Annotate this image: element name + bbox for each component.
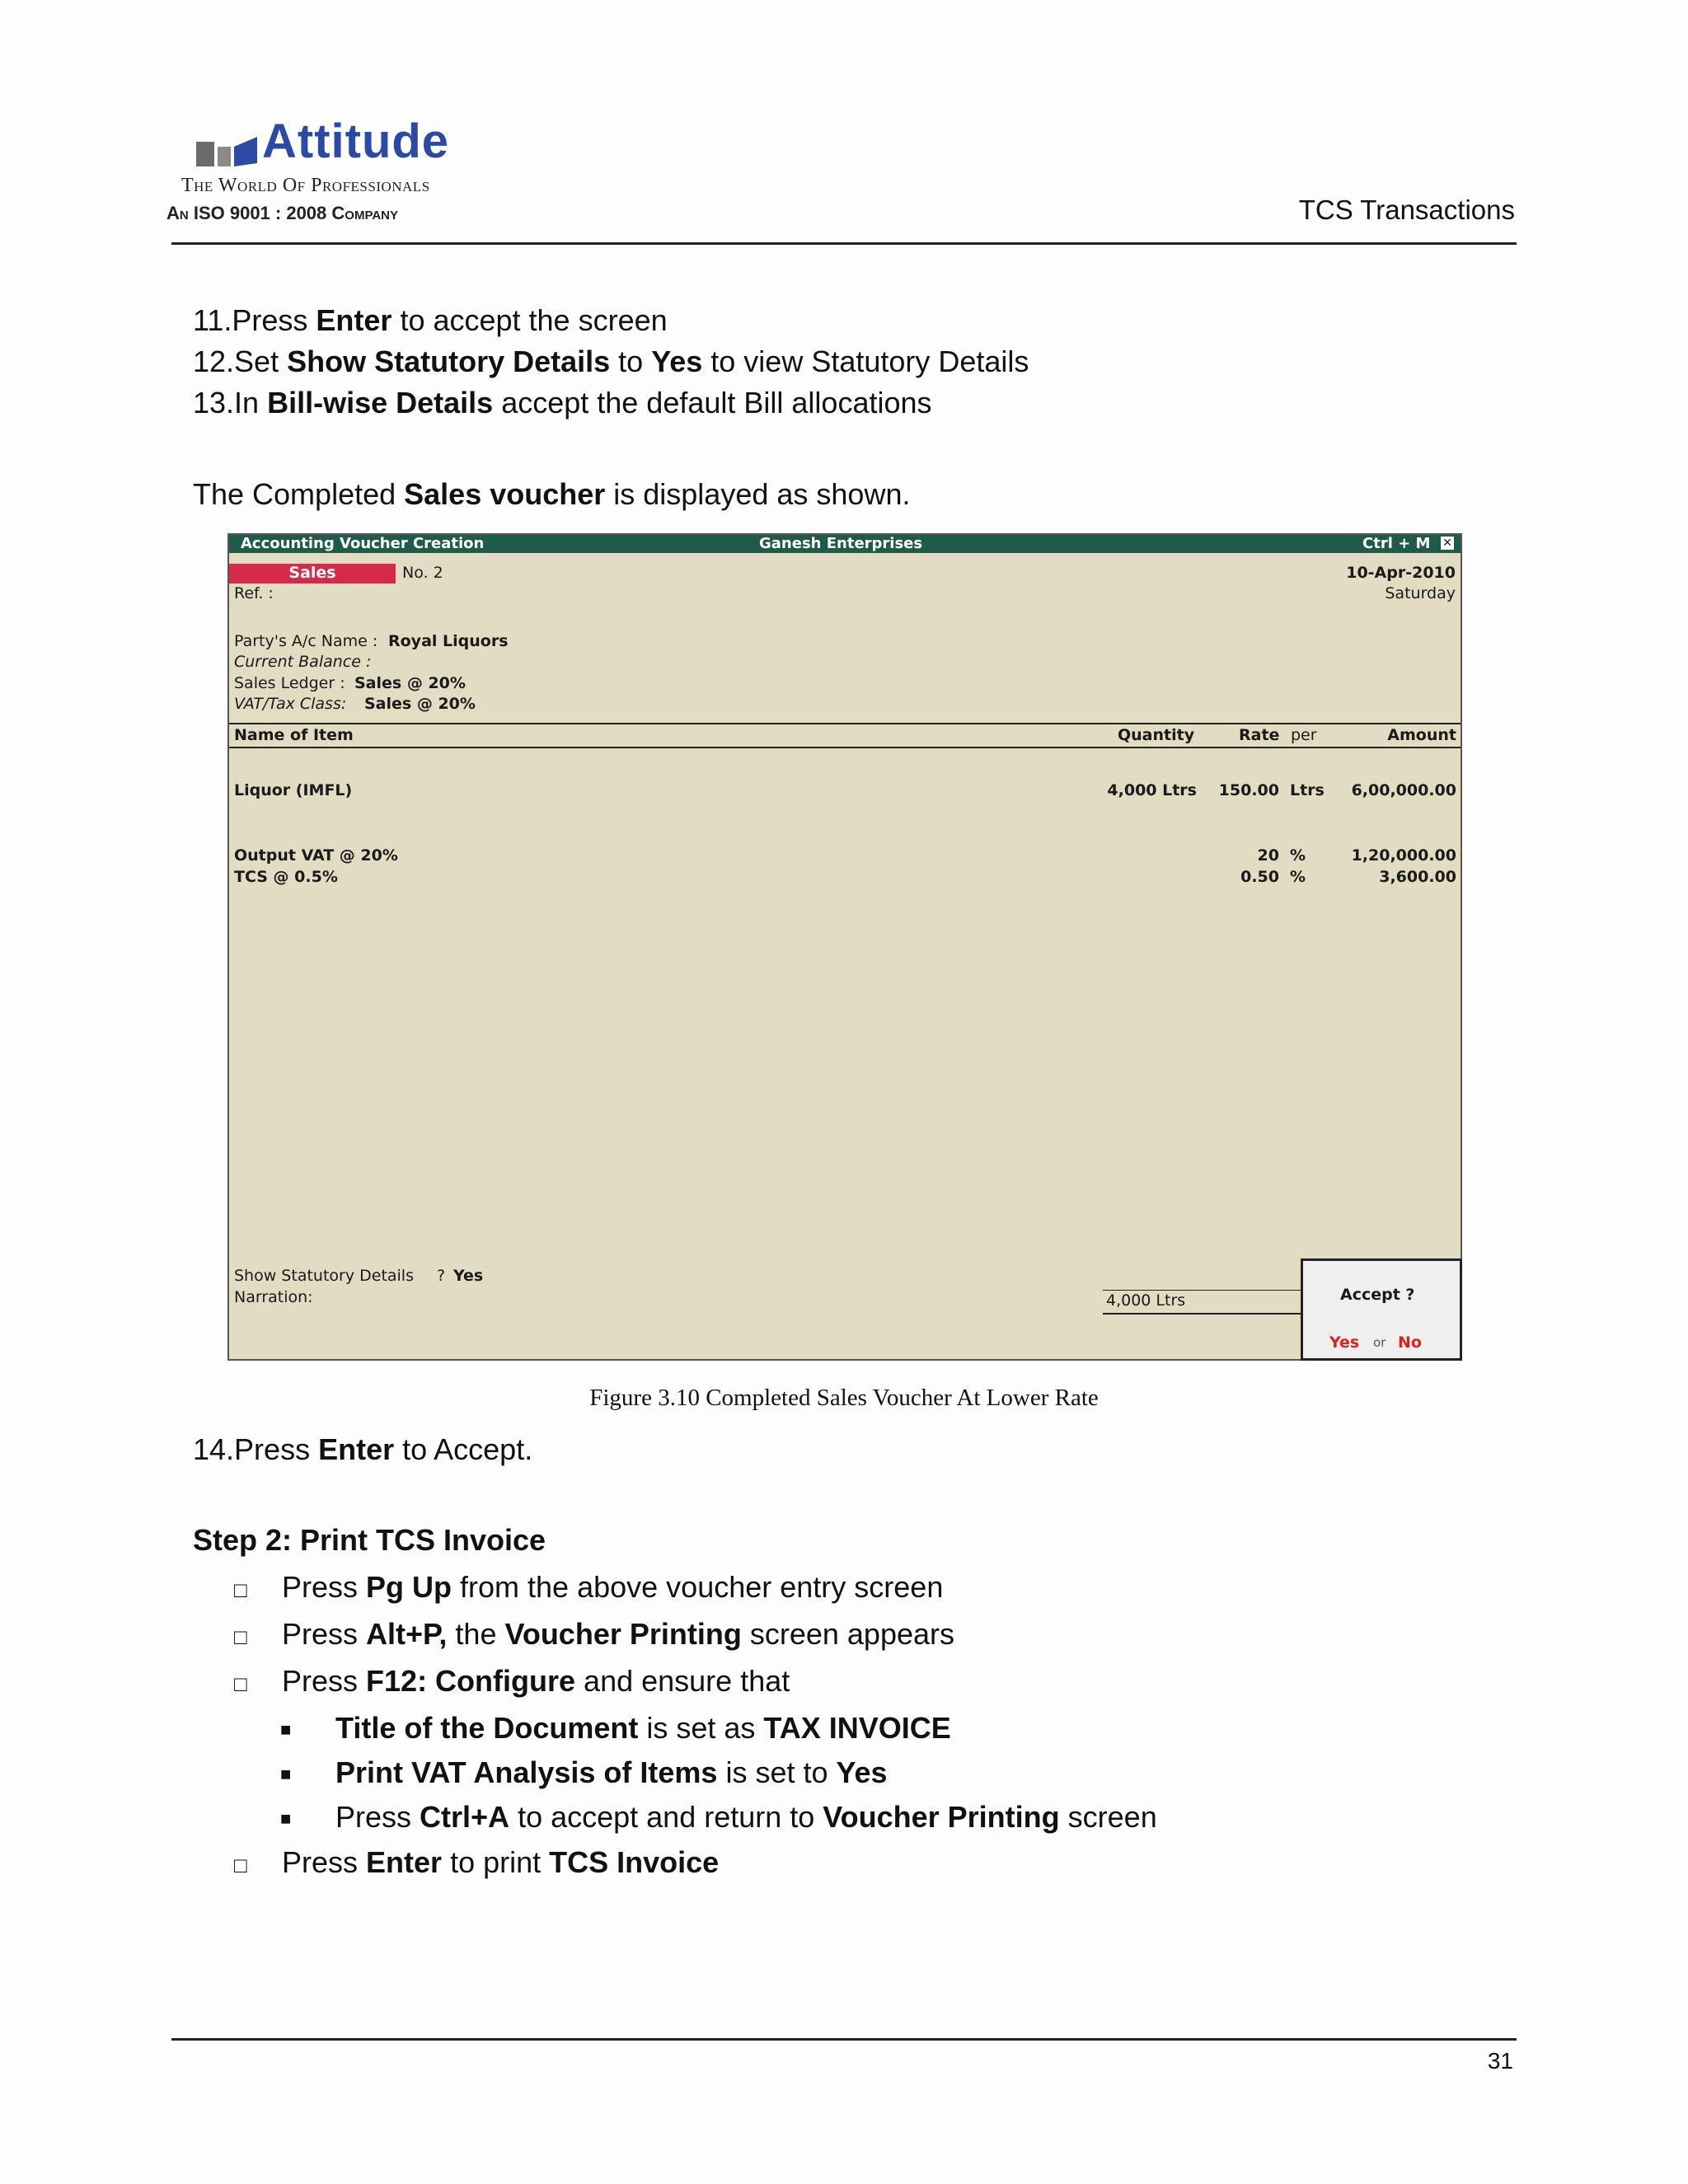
voucher-title-bar: [229, 535, 1461, 553]
open-square-bullet-icon: □: [234, 1671, 247, 1696]
accept-no-button[interactable]: No: [1398, 1333, 1422, 1352]
item-per: %: [1290, 846, 1306, 865]
step2-heading: Step 2: Print TCS Invoice: [193, 1523, 546, 1557]
section-title: TCS Transactions: [1298, 194, 1515, 225]
step-14: 14.Press Enter to Accept.: [193, 1432, 533, 1466]
step-13: 13.In Bill-wise Details accept the default Bill allocations: [193, 386, 932, 419]
open-square-bullet-icon: □: [234, 1853, 247, 1877]
footer-divider: [171, 2038, 1517, 2041]
figure-caption: Figure 3.10 Completed Sales Voucher At Lower Rate: [589, 1385, 1099, 1411]
total-top-rule: [1103, 1290, 1301, 1291]
total-quantity: 4,000 Ltrs: [1106, 1291, 1186, 1310]
step-12: 12.Set Show Statutory Details to Yes to view Statutory Details: [193, 344, 1029, 378]
logo-book-icon: [196, 134, 262, 170]
voucher-date[interactable]: 10-Apr-2010: [1346, 564, 1456, 582]
item-amount: 3,600.00: [1379, 868, 1456, 886]
config-ctrl-a: Press Ctrl+A to accept and return to Voucher Printing screen: [335, 1800, 1157, 1834]
voucher-day: Saturday: [1385, 584, 1456, 602]
col-per: per: [1291, 726, 1317, 744]
col-rate: Rate: [1239, 726, 1280, 744]
accept-dialog: [1301, 1258, 1462, 1361]
item-rate: 0.50: [1240, 868, 1279, 886]
party-value[interactable]: Royal Liquors: [388, 632, 509, 650]
item-amount: 6,00,000.00: [1351, 781, 1456, 799]
voucher-number: No. 2: [402, 564, 443, 582]
company-name: Ganesh Enterprises: [759, 535, 923, 552]
intro-line: The Completed Sales voucher is displayed as shown.: [193, 477, 911, 511]
logo-tagline: The World Of Professionals: [181, 175, 430, 196]
step2-item-enter: Press Enter to print TCS Invoice: [282, 1845, 720, 1879]
vat-class-value[interactable]: Sales @ 20%: [364, 695, 476, 713]
close-icon[interactable]: ✕: [1441, 537, 1454, 550]
item-amount: 1,20,000.00: [1351, 846, 1456, 865]
logo-wordmark: Attitude: [262, 115, 450, 168]
item-per: Ltrs: [1290, 781, 1325, 799]
item-name: Liquor (IMFL): [234, 781, 353, 799]
company-logo: [163, 115, 509, 231]
col-name-of-item: Name of Item: [234, 726, 354, 744]
sales-ledger-label: Sales Ledger :: [234, 674, 345, 692]
total-bottom-rule: [1103, 1313, 1301, 1315]
show-statutory-q: ?: [437, 1267, 446, 1285]
step2-item-pgup: Press Pg Up from the above voucher entry screen: [282, 1570, 944, 1604]
show-statutory-label: Show Statutory Details: [234, 1267, 414, 1285]
page-number: 31: [1487, 2048, 1513, 2074]
header-divider: [171, 242, 1517, 245]
sales-ledger-value[interactable]: Sales @ 20%: [354, 674, 466, 692]
item-name: Output VAT @ 20%: [234, 846, 398, 865]
filled-square-bullet-icon: ■: [280, 1764, 292, 1784]
item-quantity: 4,000 Ltrs: [1107, 781, 1197, 799]
ctrl-m-shortcut[interactable]: Ctrl + M: [1362, 535, 1431, 552]
item-name: TCS @ 0.5%: [234, 868, 338, 886]
current-balance-label: Current Balance :: [234, 653, 372, 671]
open-square-bullet-icon: □: [234, 1624, 247, 1649]
table-header-rule: [229, 747, 1461, 748]
accept-or: or: [1373, 1335, 1386, 1350]
voucher-mode-title: Accounting Voucher Creation: [241, 535, 485, 552]
vat-class-label: VAT/Tax Class:: [234, 695, 347, 713]
step2-item-altp: Press Alt+P, the Voucher Printing screen appears: [282, 1617, 954, 1651]
filled-square-bullet-icon: ■: [280, 1719, 292, 1740]
ref-label[interactable]: Ref. :: [234, 584, 274, 602]
col-amount: Amount: [1387, 726, 1456, 744]
step2-item-f12: Press F12: Configure and ensure that: [282, 1664, 790, 1698]
item-per: %: [1290, 868, 1306, 886]
voucher-screen: [227, 533, 1462, 1361]
filled-square-bullet-icon: ■: [280, 1808, 292, 1829]
config-title-doc: Title of the Document is set as TAX INVOICE: [335, 1711, 951, 1745]
narration-label[interactable]: Narration:: [234, 1288, 313, 1306]
col-quantity: Quantity: [1118, 726, 1195, 744]
item-rate: 150.00: [1218, 781, 1279, 799]
logo-iso-line: An ISO 9001 : 2008 Company: [166, 203, 399, 223]
accept-prompt: Accept ?: [1340, 1286, 1415, 1304]
table-top-rule: [229, 723, 1461, 724]
voucher-type-badge[interactable]: Sales: [229, 564, 396, 583]
party-label: Party's A/c Name :: [234, 632, 378, 650]
item-rate: 20: [1257, 846, 1279, 865]
show-statutory-value[interactable]: Yes: [453, 1267, 484, 1285]
step-11: 11.Press Enter to accept the screen: [193, 303, 668, 337]
config-vat-analysis: Print VAT Analysis of Items is set to Yes: [335, 1755, 888, 1789]
open-square-bullet-icon: □: [234, 1577, 247, 1602]
accept-yes-button[interactable]: Yes: [1329, 1333, 1360, 1352]
